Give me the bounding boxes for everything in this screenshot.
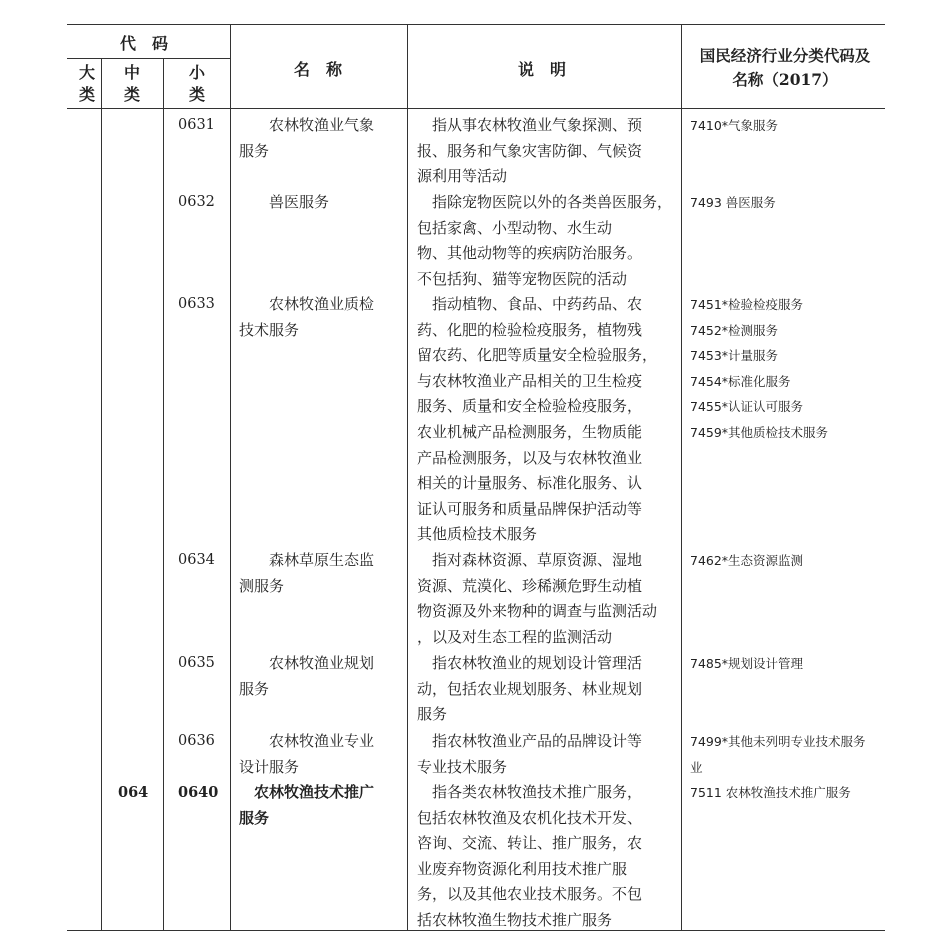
table-top-rule — [67, 24, 885, 25]
description-line: 指农林牧渔业的规划设计管理活 — [417, 654, 643, 672]
national-category-line: 7499*其他未列明专业技术服务 — [690, 734, 866, 749]
national-category — [690, 292, 828, 446]
item-name-line: 技术服务 — [239, 320, 300, 339]
national-category-line: 7511 农林牧渔技术推广服务 — [690, 785, 851, 800]
description-line: 源利用等活动 — [417, 167, 508, 186]
description-line: 资源、荒漠化、珍稀濒危野生动植 — [417, 576, 643, 595]
item-description — [417, 190, 679, 292]
item-name-line: 设计服务 — [239, 757, 300, 776]
header-small-category-1: 小 — [188, 63, 205, 82]
description-line: 包括家禽、小型动物、水生动 — [417, 218, 613, 237]
col-divider-desc-national — [681, 24, 682, 930]
col-divider-name-desc — [407, 24, 408, 930]
small-code: 0634 — [178, 552, 215, 568]
item-name-line: 农林牧渔业专业 — [239, 732, 375, 750]
small-code: 0640 — [178, 784, 219, 801]
header-small-category — [187, 62, 207, 106]
description-line: 报、服务和气象灾害防御、气候资 — [417, 141, 643, 160]
national-category-line: 7410*气象服务 — [690, 118, 779, 133]
item-description — [417, 729, 679, 780]
col-divider-big-mid — [101, 58, 102, 930]
description-line: 括农林牧渔生物技术推广服务 — [417, 910, 613, 929]
national-category-line: 7493 兽医服务 — [690, 195, 776, 210]
description-line: 相关的计量服务、标准化服务、认 — [417, 474, 643, 493]
item-name-line: 农林牧渔业气象 — [239, 116, 375, 134]
national-category — [690, 113, 778, 139]
description-line: 与农林牧渔业产品相关的卫生检疫 — [417, 371, 643, 390]
description-line: 指对森林资源、草原资源、湿地 — [417, 551, 643, 569]
national-category — [690, 729, 866, 780]
item-description — [417, 651, 679, 728]
item-description — [417, 780, 679, 934]
item-name-line: 测服务 — [239, 576, 285, 595]
national-category-line: 7452*检测服务 — [690, 322, 779, 338]
description-line: 产品检测服务，以及与农林牧渔业 — [417, 448, 643, 467]
header-big-category-2: 类 — [78, 85, 95, 104]
description-line: 证认可服务和质量品牌保护活动等 — [417, 499, 643, 518]
national-category — [690, 780, 851, 806]
national-category-line: 7459*其他质检技术服务 — [690, 424, 829, 440]
item-name — [239, 651, 405, 702]
item-name — [239, 292, 405, 343]
col-divider-mid-small — [163, 58, 164, 930]
description-line: 动，包括农业规划服务、林业规划 — [417, 679, 643, 698]
item-name — [239, 113, 405, 164]
code-subheader-rule — [67, 58, 230, 59]
header-small-category-2: 类 — [188, 85, 205, 104]
national-category — [690, 190, 776, 216]
header-code-label: 代 码 — [120, 34, 169, 53]
item-name-line: 服务 — [239, 808, 270, 827]
description-line: 服务 — [417, 705, 448, 724]
item-name — [239, 729, 405, 780]
national-category-line: 7462*生态资源监测 — [690, 553, 804, 568]
description-line: 咨询、交流、转让、推广服务，农 — [417, 834, 643, 853]
header-big-category-1: 大 — [78, 63, 95, 82]
description-line: 包括农林牧渔及农机化技术开发、 — [417, 808, 643, 827]
description-line: 指各类农林牧渔技术推广服务， — [417, 783, 643, 801]
description-line: 指农林牧渔业产品的品牌设计等 — [417, 732, 643, 750]
small-code: 0636 — [178, 733, 215, 749]
header-national-line1: 国民经济行业分类代码及 — [699, 46, 871, 65]
item-name-line: 农林牧渔业规划 — [239, 654, 375, 672]
item-name — [239, 190, 405, 216]
description-line: 物资源及外来物种的调查与监测活动 — [417, 602, 658, 621]
item-description — [417, 113, 679, 190]
description-line: ，以及对生态工程的监测活动 — [417, 627, 613, 646]
description-line: 指除宠物医院以外的各类兽医服务， — [417, 193, 673, 211]
header-mid-category-2: 类 — [123, 85, 140, 104]
national-category — [690, 651, 803, 677]
header-bottom-rule — [67, 108, 885, 109]
description-line: 服务、质量和安全检验检疫服务， — [417, 397, 643, 416]
mid-code: 064 — [118, 784, 149, 801]
header-big-category — [77, 62, 97, 106]
national-category-line: 7455*认证认可服务 — [690, 399, 804, 415]
header-mid-category-1: 中 — [123, 63, 140, 82]
national-category-line: 业 — [690, 759, 703, 775]
item-name-line: 兽医服务 — [239, 193, 330, 211]
description-line: 不包括狗、猫等宠物医院的活动 — [417, 269, 628, 288]
national-category-line: 7451*检验检疫服务 — [690, 297, 804, 312]
header-mid-category — [122, 62, 142, 106]
item-description — [417, 548, 679, 650]
description-line: 指从事农林牧渔业气象探测、预 — [417, 116, 643, 134]
item-name-line: 服务 — [239, 679, 270, 698]
item-description — [417, 292, 679, 548]
national-category-line: 7485*规划设计管理 — [690, 656, 804, 671]
item-name-line: 森林草原生态监 — [239, 551, 375, 569]
item-name-line: 服务 — [239, 141, 270, 160]
col-divider-small-name — [230, 24, 231, 930]
description-line: 其他质检技术服务 — [417, 525, 538, 544]
description-line: 指动植物、食品、中药药品、农 — [417, 295, 643, 313]
item-name-line: 农林牧渔业质检 — [239, 295, 375, 313]
header-national-line2: 名称（2017） — [732, 70, 838, 89]
small-code: 0635 — [178, 655, 215, 671]
description-line: 药、化肥的检验检疫服务，植物残 — [417, 320, 643, 339]
national-category-line: 7454*标准化服务 — [690, 373, 791, 389]
description-line: 农业机械产品检测服务，生物质能 — [417, 422, 643, 441]
header-name-label: 名 称 — [294, 60, 343, 79]
small-code: 0633 — [178, 296, 215, 312]
header-description-label: 说 明 — [518, 60, 567, 79]
national-category — [690, 548, 803, 574]
small-code: 0631 — [178, 117, 215, 133]
description-line: 业废弃物资源化利用技术推广服 — [417, 859, 628, 878]
description-line: 留农药、化肥等质量安全检验服务， — [417, 346, 658, 365]
description-line: 专业技术服务 — [417, 757, 508, 776]
description-line: 物、其他动物等的疾病防治服务。 — [417, 244, 643, 263]
item-name — [239, 548, 405, 599]
header-national-label — [690, 44, 880, 92]
national-category-line: 7453*计量服务 — [690, 348, 779, 364]
item-name-line: 农林牧渔技术推广 — [239, 783, 375, 801]
small-code: 0632 — [178, 194, 215, 210]
description-line: 务，以及其他农业技术服务。不包 — [417, 885, 643, 904]
item-name — [239, 780, 405, 831]
